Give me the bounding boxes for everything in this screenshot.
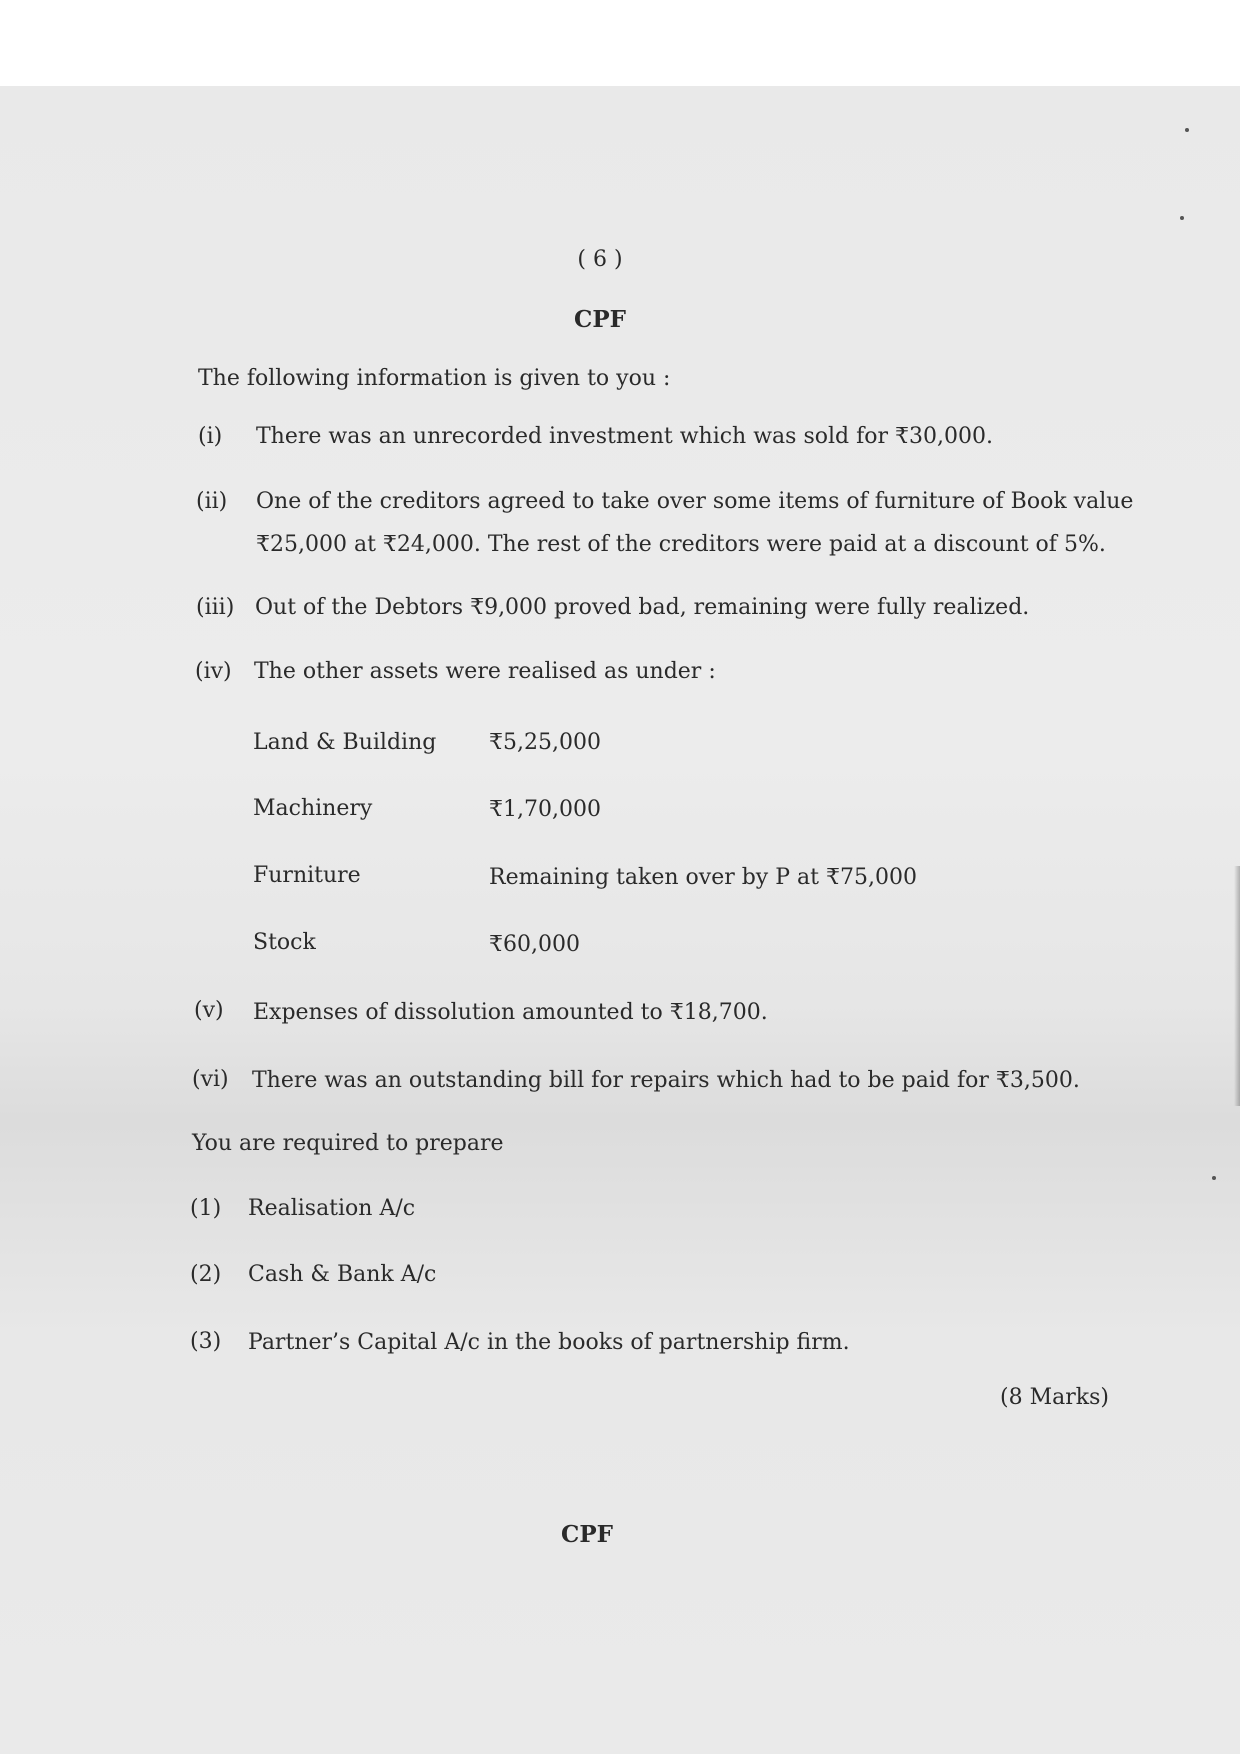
required-intro: You are required to prepare <box>192 1131 504 1156</box>
paper-speck <box>1180 216 1184 220</box>
asset-name: Stock <box>253 930 316 955</box>
page-edge-shadow <box>1234 866 1240 1106</box>
item-number: (vi) <box>192 1067 229 1092</box>
required-text: Cash & Bank A/c <box>248 1262 437 1287</box>
item-number: (iv) <box>195 659 232 684</box>
item-text: Out of the Debtors ₹9,000 proved bad, remaining were fully realized. <box>255 595 1030 620</box>
required-number: (2) <box>190 1262 222 1287</box>
required-text: Partner’s Capital A/c in the books of partnership firm. <box>248 1330 850 1355</box>
item-text: The other assets were realised as under : <box>254 659 716 684</box>
required-text: Realisation A/c <box>248 1196 416 1221</box>
item-number: (v) <box>194 998 224 1023</box>
marks-label: (8 Marks) <box>1000 1385 1109 1410</box>
item-number: (i) <box>198 424 223 449</box>
page-number: ( 6 ) <box>577 247 623 272</box>
asset-name: Land & Building <box>253 730 437 755</box>
question-intro: The following information is given to you : <box>198 366 671 391</box>
exam-page <box>0 86 1240 1754</box>
item-text: There was an unrecorded investment which was sold for ₹30,000. <box>256 424 993 449</box>
item-number: (ii) <box>196 489 228 514</box>
item-text: Expenses of dissolution amounted to ₹18,700. <box>253 1000 768 1025</box>
required-number: (1) <box>190 1196 222 1221</box>
footer-code: CPF <box>561 1521 613 1548</box>
paper-speck <box>1185 128 1189 132</box>
item-number: (iii) <box>196 595 235 620</box>
asset-value: Remaining taken over by P at ₹75,000 <box>489 865 917 890</box>
header-code: CPF <box>574 306 626 333</box>
item-text: There was an outstanding bill for repairs which had to be paid for ₹3,500. <box>252 1068 1080 1093</box>
asset-name: Furniture <box>253 863 361 888</box>
required-number: (3) <box>190 1329 222 1354</box>
asset-value: ₹5,25,000 <box>489 730 601 755</box>
item-text-continuation: ₹25,000 at ₹24,000. The rest of the creditors were paid at a discount of 5%. <box>256 532 1106 557</box>
item-text: One of the creditors agreed to take over some items of furniture of Book value <box>256 489 1134 514</box>
asset-name: Machinery <box>253 796 373 821</box>
asset-value: ₹60,000 <box>489 932 580 957</box>
asset-value: ₹1,70,000 <box>489 797 601 822</box>
paper-speck <box>1212 1176 1216 1180</box>
